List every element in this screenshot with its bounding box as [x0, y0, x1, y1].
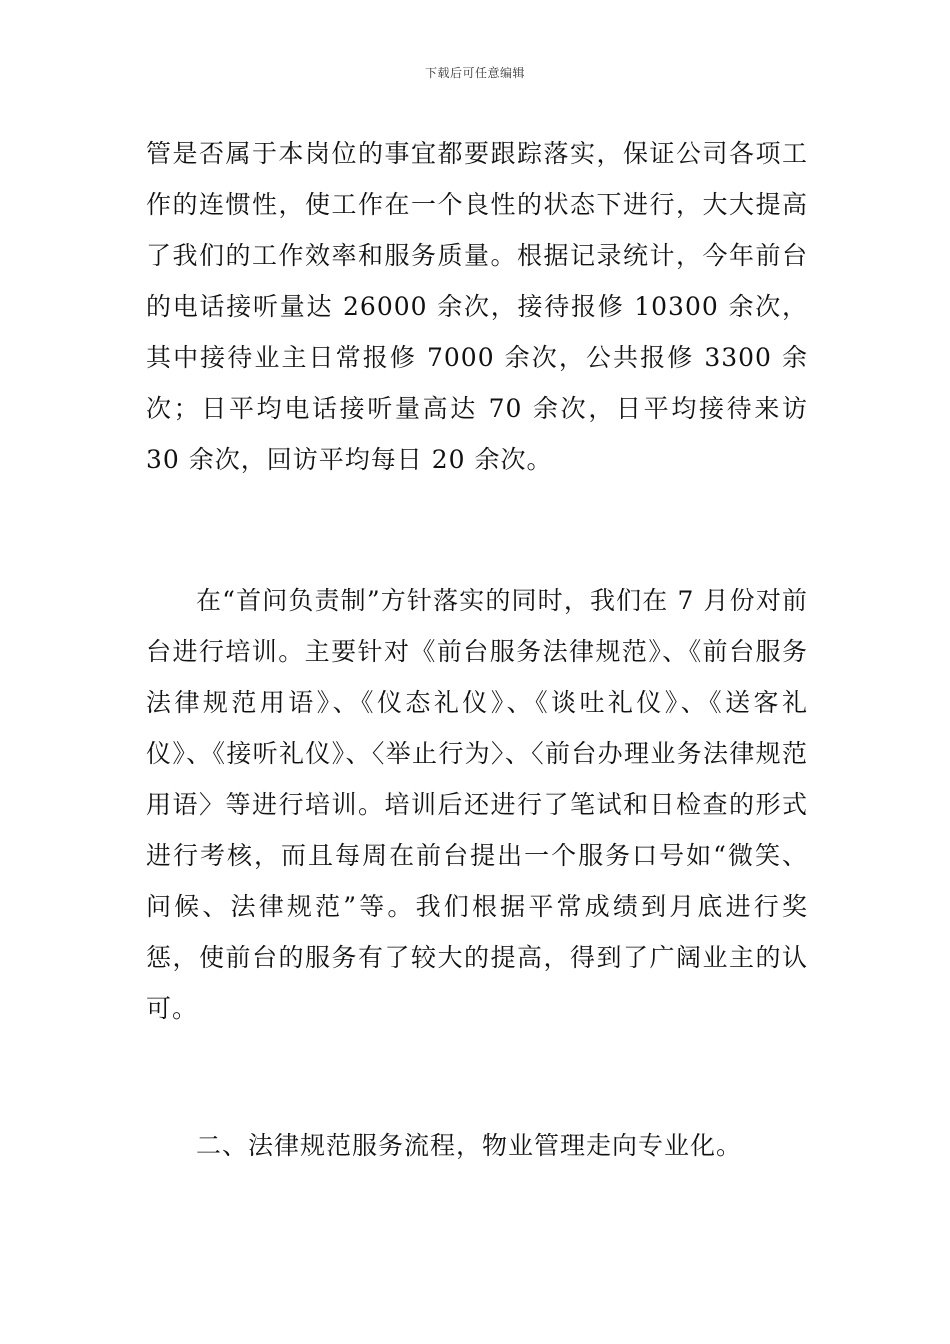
paragraph-statistics: 管是否属于本岗位的事宜都要跟踪落实，保证公司各项工作的连惯性，使工作在一个良性的状态下进行，大大提高了我们的工作效率和服务质量。根据记录统计，今年前台的电话接听量达 26000 余次，接待报修 10300 余次，其中接待业主日常报修 7000 余次，公共报修 3300 余次；日平均电话接听量高达 70 余次，日平均接待来访 30 余次，回访平均每日 20 余次。	[146, 139, 808, 474]
section-heading-2: 二、法律规范服务流程，物业管理走向专业化。	[196, 1131, 743, 1160]
paragraph-training: 在“首问负责制”方针落实的同时，我们在 7 月份对前台进行培训。主要针对《前台服务法律规范》、《前台服务法律规范用语》、《仪态礼仪》、《谈吐礼仪》、《送客礼仪》、《接听礼仪》、〈举止行为〉、〈前台办理业务法律规范用语〉等进行培训。培训后还进行了笔试和日检查的形式进行考核，而且每周在前台提出一个服务口号如“微笑、问候、法律规范”等。我们根据平常成绩到月底进行奖惩，使前台的服务有了较大的提高，得到了广阔业主的认可。	[146, 586, 808, 1023]
page-header: 下载后可任意编辑	[424, 66, 525, 80]
